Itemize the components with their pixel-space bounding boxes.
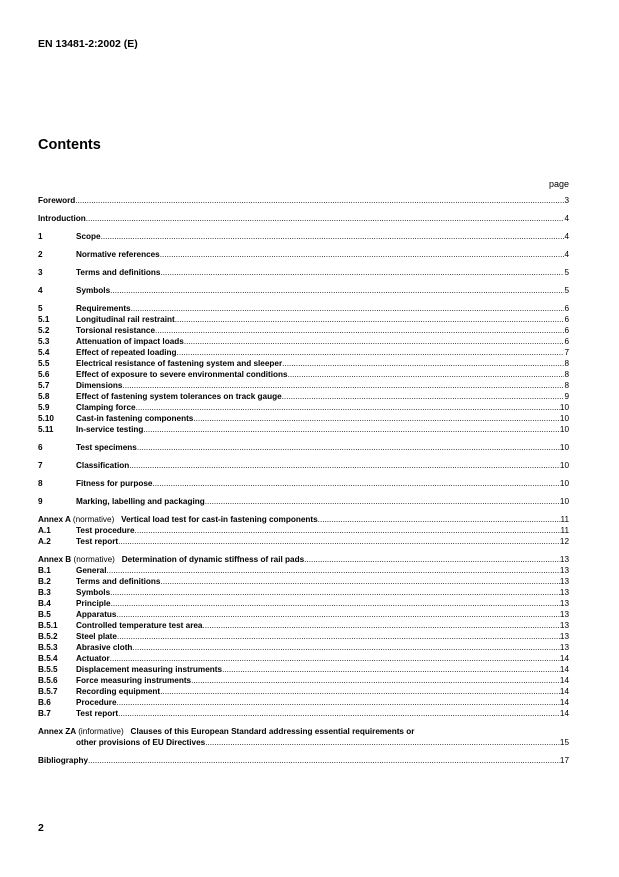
toc-entry-introduction[interactable] [38, 213, 569, 224]
annex-title: Vertical load test for cast-in fastening components [121, 515, 318, 524]
dot-leader [88, 755, 560, 766]
toc-title [38, 726, 414, 737]
toc-page: 4 [564, 250, 569, 259]
dot-leader [75, 195, 564, 206]
dot-leader [155, 325, 564, 336]
toc-entry-5-8[interactable] [38, 391, 569, 402]
toc-page: 8 [564, 370, 569, 379]
toc-page: 6 [564, 326, 569, 335]
toc-entry-5-9[interactable] [38, 402, 569, 413]
annex-label: Annex ZA [38, 727, 76, 736]
toc-title [38, 514, 318, 525]
toc-number: B.5.1 [38, 621, 58, 630]
dot-leader [137, 442, 560, 453]
annex-title: Clauses of this European Standard addressing essential requirements or [130, 727, 415, 736]
toc-page: 4 [564, 214, 569, 223]
toc-entry-b-3[interactable] [38, 587, 569, 598]
toc-title: Symbols [76, 286, 111, 295]
toc-page: 13 [559, 588, 569, 597]
toc-number: 2 [38, 250, 43, 259]
toc-number: B.5.2 [38, 632, 58, 641]
toc-title: General [76, 566, 107, 575]
toc-number: 5.2 [38, 326, 50, 335]
toc-page: 17 [559, 756, 569, 765]
toc-title: Displacement measuring instruments [76, 665, 223, 674]
dot-leader [203, 620, 560, 631]
toc-page: 14 [559, 654, 569, 663]
toc-page: 14 [559, 709, 569, 718]
toc-page: 13 [559, 643, 569, 652]
contents-heading: Contents [38, 137, 101, 153]
dot-leader [135, 525, 561, 536]
toc-number: B.1 [38, 566, 51, 575]
toc-entry-5-7[interactable] [38, 380, 569, 391]
toc-number: 5.9 [38, 403, 50, 412]
toc-title: Scope [76, 232, 101, 241]
toc-title: Introduction [38, 214, 86, 223]
dot-leader [110, 285, 564, 296]
toc-title: Foreword [38, 196, 76, 205]
toc-page: 9 [564, 392, 569, 401]
toc-entry-a-1[interactable] [38, 525, 569, 536]
dot-leader [129, 460, 560, 471]
table-of-contents [38, 195, 569, 766]
toc-number: A.1 [38, 526, 51, 535]
toc-number: 5.4 [38, 348, 50, 357]
toc-page: 3 [564, 196, 569, 205]
toc-title [38, 554, 304, 565]
dot-leader [110, 653, 560, 664]
toc-entry-b-5-2[interactable] [38, 631, 569, 642]
toc-page: 10 [559, 403, 569, 412]
toc-page: 10 [559, 425, 569, 434]
dot-leader [136, 402, 560, 413]
toc-page: 8 [564, 359, 569, 368]
toc-title: Recording equipment [76, 687, 161, 696]
toc-entry-foreword[interactable] [38, 195, 569, 206]
toc-title: Requirements [76, 304, 131, 313]
toc-title: Terms and definitions [76, 577, 161, 586]
toc-number: B.5.7 [38, 687, 58, 696]
toc-entry-b-5-4[interactable] [38, 653, 569, 664]
annex-label: Annex B [38, 555, 72, 564]
dot-leader [160, 686, 560, 697]
toc-entry-5-2[interactable] [38, 325, 569, 336]
toc-entry-b-5-5[interactable] [38, 664, 569, 675]
toc-title: Test procedure [76, 526, 135, 535]
dot-leader [122, 380, 564, 391]
toc-page: 6 [564, 337, 569, 346]
toc-page: 13 [559, 632, 569, 641]
toc-page: 12 [559, 537, 569, 546]
toc-number: B.2 [38, 577, 51, 586]
toc-number: 8 [38, 479, 43, 488]
toc-title: Effect of repeated loading [76, 348, 177, 357]
toc-entry-a-2[interactable] [38, 536, 569, 547]
toc-title: Test report [76, 537, 119, 546]
dot-leader [282, 391, 565, 402]
toc-title: Clamping force [76, 403, 136, 412]
toc-entry-1[interactable] [38, 231, 569, 242]
toc-number: 5.7 [38, 381, 50, 390]
dot-leader [110, 587, 560, 598]
toc-entry-3[interactable] [38, 267, 569, 278]
annex-kind: (normative) [73, 555, 115, 564]
toc-entry-b-5-3[interactable] [38, 642, 569, 653]
dot-leader [101, 231, 565, 242]
toc-page: 13 [559, 610, 569, 619]
dot-leader [117, 609, 560, 620]
dot-leader [160, 267, 564, 278]
dot-leader [177, 347, 565, 358]
toc-title: Dimensions [76, 381, 123, 390]
toc-entry-7[interactable] [38, 460, 569, 471]
toc-number: 5.6 [38, 370, 50, 379]
page-column-label: page [548, 179, 569, 189]
toc-entry-5-6[interactable] [38, 369, 569, 380]
toc-title: Bibliography [38, 756, 89, 765]
toc-entry-6[interactable] [38, 442, 569, 453]
toc-title: Attenuation of impact loads [76, 337, 184, 346]
toc-title: Classification [76, 461, 130, 470]
toc-entry-5-4[interactable] [38, 347, 569, 358]
toc-page: 14 [559, 687, 569, 696]
toc-entry-8[interactable] [38, 478, 569, 489]
toc-entry-annex-za-line1[interactable] [38, 726, 569, 737]
toc-page: 11 [560, 515, 569, 524]
dot-leader [160, 576, 559, 587]
dot-leader [191, 675, 560, 686]
toc-title: Force measuring instruments [76, 676, 192, 685]
toc-page: 7 [564, 348, 569, 357]
toc-page: 11 [560, 526, 569, 535]
toc-page: 5 [564, 268, 569, 277]
toc-number: 5.3 [38, 337, 50, 346]
annex-kind: (normative) [72, 515, 115, 524]
toc-number: B.5 [38, 610, 51, 619]
toc-number: 5.10 [38, 414, 54, 423]
toc-entry-b-5[interactable] [38, 609, 569, 620]
toc-number: 5.5 [38, 359, 50, 368]
toc-page: 14 [559, 665, 569, 674]
dot-leader [118, 708, 560, 719]
toc-entry-annex-za-line2[interactable] [38, 737, 569, 748]
toc-entry-bibliography[interactable] [38, 755, 569, 766]
dot-leader [318, 514, 561, 525]
toc-page: 6 [564, 304, 569, 313]
toc-title: Terms and definitions [76, 268, 161, 277]
dot-leader [160, 249, 565, 260]
toc-title: Symbols [76, 588, 111, 597]
annex-title: Determination of dynamic stiffness of rail pads [121, 555, 305, 564]
toc-title: Marking, labelling and packaging [76, 497, 205, 506]
dot-leader [118, 536, 560, 547]
toc-title: Actuator [76, 654, 110, 663]
toc-title: Torsional resistance [76, 326, 156, 335]
toc-entry-5[interactable] [38, 303, 569, 314]
toc-entry-5-5[interactable] [38, 358, 569, 369]
toc-page: 14 [559, 676, 569, 685]
dot-leader [107, 565, 560, 576]
toc-entry-b-6[interactable] [38, 697, 569, 708]
dot-leader [117, 631, 560, 642]
toc-number: 4 [38, 286, 43, 295]
toc-page: 13 [559, 621, 569, 630]
dot-leader [222, 664, 560, 675]
dot-leader [205, 737, 560, 748]
toc-page: 13 [559, 599, 569, 608]
toc-title: Principle [76, 599, 111, 608]
dot-leader [131, 303, 565, 314]
toc-entry-4[interactable] [38, 285, 569, 296]
toc-page: 10 [559, 414, 569, 423]
toc-number: 6 [38, 443, 43, 452]
toc-number: B.3 [38, 588, 51, 597]
toc-entry-annex-a[interactable] [38, 514, 569, 525]
toc-number: B.4 [38, 599, 51, 608]
toc-number: B.5.6 [38, 676, 58, 685]
toc-title: Steel plate [76, 632, 117, 641]
toc-number: 1 [38, 232, 43, 241]
toc-entry-5-3[interactable] [38, 336, 569, 347]
toc-number: A.2 [38, 537, 51, 546]
dot-leader [193, 413, 560, 424]
toc-number: 3 [38, 268, 43, 277]
toc-number: 7 [38, 461, 43, 470]
toc-page: 13 [559, 566, 569, 575]
toc-page: 10 [559, 443, 569, 452]
dot-leader [205, 496, 560, 507]
toc-title: Fitness for purpose [76, 479, 153, 488]
page-number: 2 [38, 822, 44, 834]
toc-title: Cast-in fastening components [76, 414, 194, 423]
toc-page: 15 [559, 738, 569, 747]
toc-title: Effect of fastening system tolerances on track gauge [76, 392, 282, 401]
dot-leader [175, 314, 565, 325]
toc-entry-b-1[interactable] [38, 565, 569, 576]
toc-page: 14 [559, 698, 569, 707]
toc-title: Procedure [76, 698, 117, 707]
toc-entry-5-1[interactable] [38, 314, 569, 325]
dot-leader [184, 336, 565, 347]
toc-number: 9 [38, 497, 43, 506]
dot-leader [282, 358, 564, 369]
toc-title: Test report [76, 709, 119, 718]
toc-entry-annex-b[interactable] [38, 554, 569, 565]
toc-title: Longitudinal rail restraint [76, 315, 175, 324]
dot-leader [117, 697, 560, 708]
toc-number: B.5.3 [38, 643, 58, 652]
dot-leader [143, 424, 560, 435]
toc-title: Electrical resistance of fastening system and sleeper [76, 359, 283, 368]
toc-page: 10 [559, 479, 569, 488]
toc-page: 4 [564, 232, 569, 241]
annex-title-continued: other provisions of EU Directives [76, 738, 206, 747]
annex-kind: (informative) [78, 727, 124, 736]
dot-leader [86, 213, 565, 224]
dot-leader [288, 369, 565, 380]
toc-page: 6 [564, 315, 569, 324]
toc-title: In-service testing [76, 425, 144, 434]
dot-leader [152, 478, 559, 489]
toc-page: 8 [564, 381, 569, 390]
toc-title: Effect of exposure to severe environmental conditions [76, 370, 288, 379]
toc-entry-b-4[interactable] [38, 598, 569, 609]
toc-number: B.5.5 [38, 665, 58, 674]
toc-page: 10 [559, 497, 569, 506]
toc-entry-b-2[interactable] [38, 576, 569, 587]
toc-number: 5.8 [38, 392, 50, 401]
toc-number: B.6 [38, 698, 51, 707]
toc-title: Controlled temperature test area [76, 621, 203, 630]
dot-leader [111, 598, 560, 609]
toc-number: 5 [38, 304, 43, 313]
toc-entry-9[interactable] [38, 496, 569, 507]
toc-title: Test specimens [76, 443, 137, 452]
toc-number: 5.1 [38, 315, 50, 324]
toc-entry-b-5-1[interactable] [38, 620, 569, 631]
toc-entry-b-5-7[interactable] [38, 686, 569, 697]
toc-number: B.5.4 [38, 654, 58, 663]
toc-page: 10 [559, 461, 569, 470]
toc-page: 13 [559, 555, 569, 564]
dot-leader [304, 554, 560, 565]
toc-entry-2[interactable] [38, 249, 569, 260]
toc-page: 13 [559, 577, 569, 586]
toc-entry-b-7[interactable] [38, 708, 569, 719]
toc-entry-b-5-6[interactable] [38, 675, 569, 686]
annex-label: Annex A [38, 515, 71, 524]
dot-leader [132, 642, 559, 653]
toc-number: 5.11 [38, 425, 54, 434]
toc-title: Abrasive cloth [76, 643, 133, 652]
toc-title: Normative references [76, 250, 160, 259]
toc-number: B.7 [38, 709, 51, 718]
toc-entry-5-10[interactable] [38, 413, 569, 424]
toc-entry-5-11[interactable] [38, 424, 569, 435]
toc-page: 5 [564, 286, 569, 295]
document-id: EN 13481-2:2002 (E) [38, 38, 138, 50]
toc-title: Apparatus [76, 610, 117, 619]
